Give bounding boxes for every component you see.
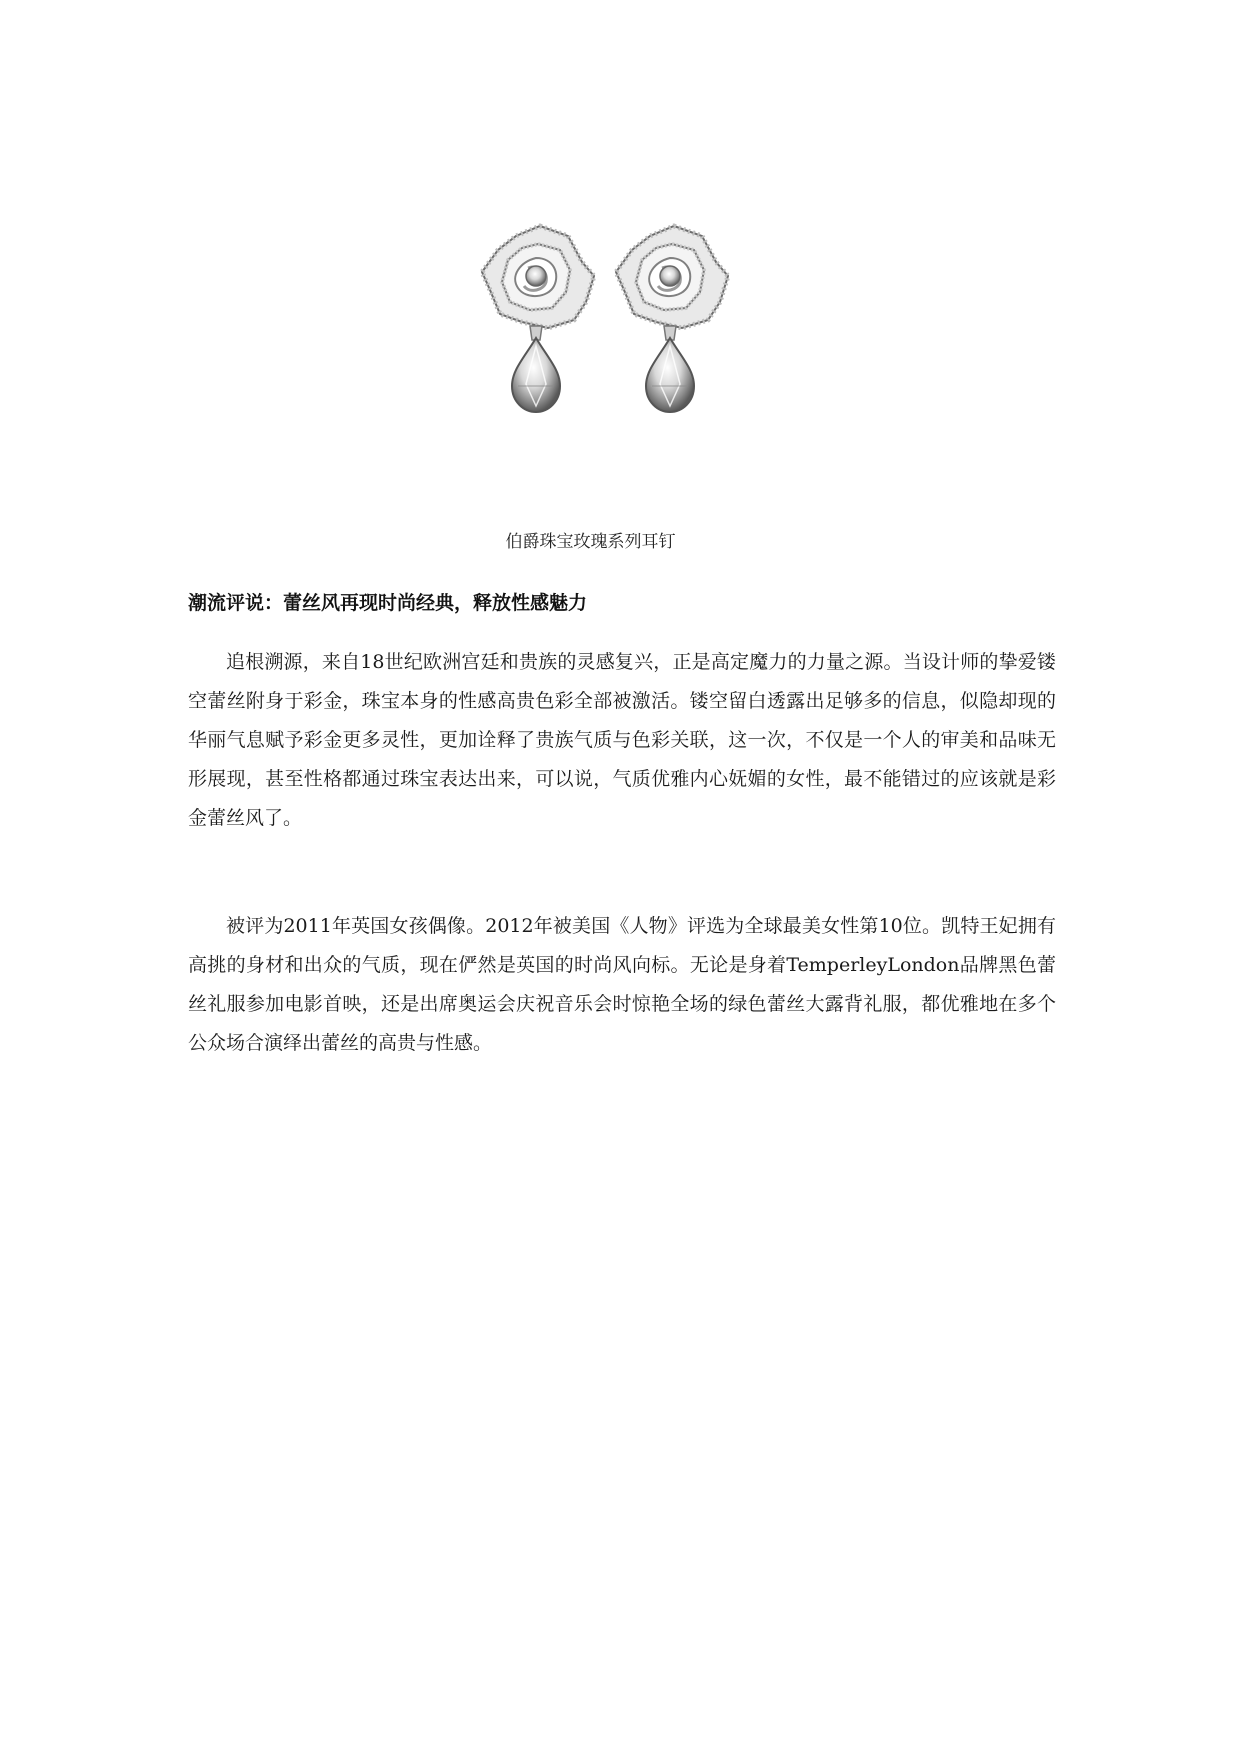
section-heading: 潮流评说：蕾丝风再现时尚经典，释放性感魅力 (188, 592, 588, 614)
body-paragraph-2: 被评为2011年英国女孩偶像。2012年被美国《人物》评选为全球最美女性第10位。凯特王妃拥有高挑的身材和出众的气质，现在俨然是英国的时尚风向标。无论是身着TemperleyLondon品牌黑色蕾丝礼服参加电影首映，还是出席奥运会庆祝音乐会时惊艳全场的绿色蕾丝大露背礼服，都优雅地在多个公众场合演绎出蕾丝的高贵与性感。 (188, 915, 1056, 1054)
rose-earrings-image (470, 218, 770, 450)
image-caption-text: 伯爵珠宝玫瑰系列耳钉 (505, 532, 676, 552)
body-paragraph-1: 追根溯源，来自18世纪欧洲宫廷和贵族的灵感复兴，正是高定魔力的力量之源。当设计师的挚爱镂空蕾丝附身于彩金，珠宝本身的性感高贵色彩全部被激活。镂空留白透露出足够多的信息，似隐却现的华丽气息赋予彩金更多灵性，更加诠释了贵族气质与色彩关联，这一次，不仅是一个人的审美和品味无形展现，甚至性格都通过珠宝表达出来，可以说，气质优雅内心妩媚的女性，最不能错过的应该就是彩金蕾丝风了。 (188, 651, 1056, 829)
image-caption (0, 527, 1241, 552)
